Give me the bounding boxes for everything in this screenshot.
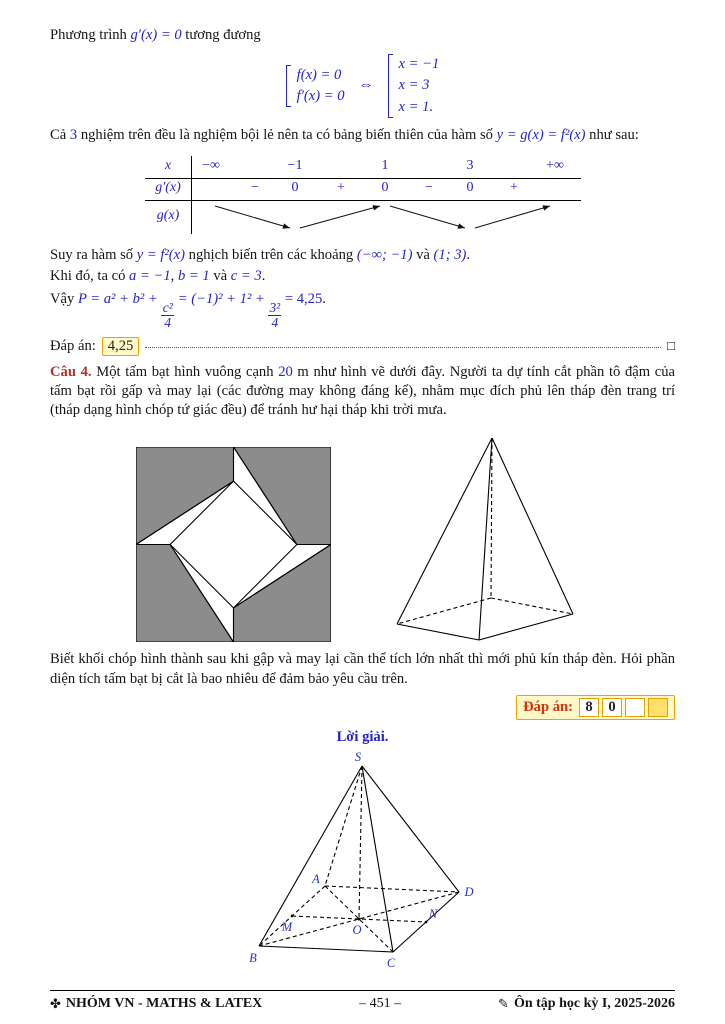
footer-doc-title: Ôn tập học kỳ I, 2025-2026 [513,996,675,1011]
label-A: A [311,871,320,886]
statement-paragraph-5 [50,291,675,330]
digit-cell [648,698,668,717]
sign: − [425,179,433,195]
iff-symbol: ⇔ [358,77,374,94]
sign: + [337,179,345,195]
numerator: c² [162,299,173,315]
page-footer [50,990,675,1012]
hidden-edge [491,598,573,614]
label-M: M [281,919,292,934]
case-group-left [286,65,345,107]
text-run: và [412,246,434,263]
left-bracket-icon [388,54,393,117]
text-run: Biết khối chóp hình thành sau khi gập và may lại cần thể tích lớn nhất thì mới phủ kín tháp đèn. Hỏi phần diện tích tấm bạt bị cắt là bao nhiêu để đảm bảo yêu cầu trên. [50,651,675,687]
statement-paragraph-1 [50,26,675,45]
label-S: S [354,749,361,764]
statement-paragraph-2 [50,126,675,145]
equation-line: f(x) = 0 [296,66,342,83]
question-4-paragraph [50,363,675,421]
edge [479,438,492,640]
hidden-edge-AD [325,886,459,892]
text-run: như sau: [585,126,639,143]
text-run: Khi đó, ta có [50,268,130,285]
x-value: −∞ [202,157,220,173]
inline-math: y = f²(x) [136,246,185,263]
answer-value-box: 4,25 [102,337,140,356]
digit-cell: 0 [602,698,622,717]
point-M [290,914,293,917]
digit-cell [625,698,645,717]
edge [397,624,479,640]
text-run: và [209,268,231,285]
text-run: tương đương [181,27,261,43]
solution-figure-wrapper [50,750,675,978]
qed-square-icon: □ [667,338,675,354]
edge [397,438,492,624]
dotted-leader [145,338,661,348]
inline-math: (−∞; −1) [356,246,413,263]
inline-math: b = 1 [177,268,210,285]
x-value: 1 [381,157,389,173]
equation-line: x = 3 [398,77,430,94]
statement-paragraph-6 [50,650,675,689]
point-O [357,917,360,920]
group-logo-icon: ✤ [50,996,61,1012]
equation-line: x = −1 [398,56,440,73]
text-run: Phương trình [50,27,131,43]
equation-system [50,54,675,117]
text-run: Cả [50,126,70,143]
hidden-edge [397,598,491,624]
row-label-g: g(x) [156,207,180,223]
question-figures [50,434,675,642]
sign: 0 [381,179,389,195]
answer-line-cau3 [50,337,675,356]
text-run: Suy ra hàm số [50,246,137,263]
fraction [268,301,281,331]
row-label-x: x [164,157,172,173]
edge-BC [259,946,393,952]
sign: − [251,179,259,195]
pencil-icon: ✎ [498,996,509,1012]
numerator: 3² [269,299,281,315]
solution-title: Lời giải. [336,728,389,745]
text-run: . [466,246,471,263]
text-run: nghịch biến trên các khoảng [185,246,357,263]
statement-paragraph-3 [50,246,675,265]
point-N [424,920,427,923]
left-bracket-icon [286,65,291,107]
inline-math: a = −1 [129,268,171,285]
digit-cell: 8 [579,698,599,717]
equation-line: x = 1. [398,98,434,115]
x-value: +∞ [546,157,564,173]
variation-table [145,156,581,234]
text-run: Vậy [50,291,78,308]
edge-SC [362,766,393,952]
pyramid-figure [389,434,589,642]
edge [479,614,573,640]
row-label-gprime: g′(x) [155,179,181,195]
inline-math: P = a² + b² + [77,291,162,308]
fraction [161,301,174,331]
label-O: O [351,922,362,937]
x-value: −1 [287,157,303,173]
sign: 0 [466,179,474,195]
inline-math: 20 [278,363,293,380]
edge-SB [259,766,362,946]
inline-math: c = 3 [230,268,262,285]
text-run: m như hình vẽ dưới đây. Người ta dự tính cắt phần tô đậm của tấm bạt rồi gấp và may lại (các đường may không đáng kể), nhằm mục đích phủ lên tháp đèn trang trí (tháp dạng hình chóp tứ giác đều) để tránh hư hại tháp khi trời mưa. [50,363,676,419]
edge [492,438,573,614]
answer-label: Đáp án: [523,698,573,715]
inline-math: (1; 3) [433,246,467,263]
label-B: B [248,950,257,965]
label-D: D [463,884,474,899]
text-run: . [322,291,326,308]
footer-left [50,996,262,1012]
answer-box-cau4 [516,695,675,720]
x-value: 3 [466,157,474,173]
answer-label: Đáp án: [50,337,96,354]
solution-pyramid-figure [245,750,481,978]
edge-SD [362,766,459,892]
label-C: C [386,955,395,970]
text-run: , [170,268,178,285]
case-group-right [388,54,440,117]
hidden-edge [491,438,492,598]
sign: + [510,179,518,195]
text-run: nghiệm trên đều là nghiệm bội lẻ nên ta có bảng biến thiên của hàm số [77,126,497,143]
inline-math: 3 [69,126,78,143]
square-net-figure [136,447,331,642]
inline-math: = 4,25 [281,291,323,308]
footer-right [498,996,675,1012]
answer-row-cau4 [50,695,675,720]
question-number: Câu 4. [50,363,92,380]
hidden-edge-SA [325,766,362,886]
table-rule [145,178,581,179]
inline-math: y = g(x) = f²(x) [496,126,586,143]
monotonicity-arrows [191,201,581,233]
statement-paragraph-4 [50,267,675,286]
page-number: – 451 – [359,996,402,1011]
text-run: Một tấm bạt hình vuông cạnh [91,363,279,380]
denominator: 4 [161,315,174,331]
altitude-SO [359,766,362,919]
sign: 0 [291,179,299,195]
denominator: 4 [268,315,281,331]
equation-line: f′(x) = 0 [296,87,345,104]
inline-math: g′(x) = 0 [130,27,182,43]
label-N: N [428,906,437,921]
footer-group-name: NHÓM VN - MATHS & LATEX [65,996,263,1011]
text-run: . [261,268,266,285]
inline-math: = (−1)² + 1² + [174,291,269,308]
